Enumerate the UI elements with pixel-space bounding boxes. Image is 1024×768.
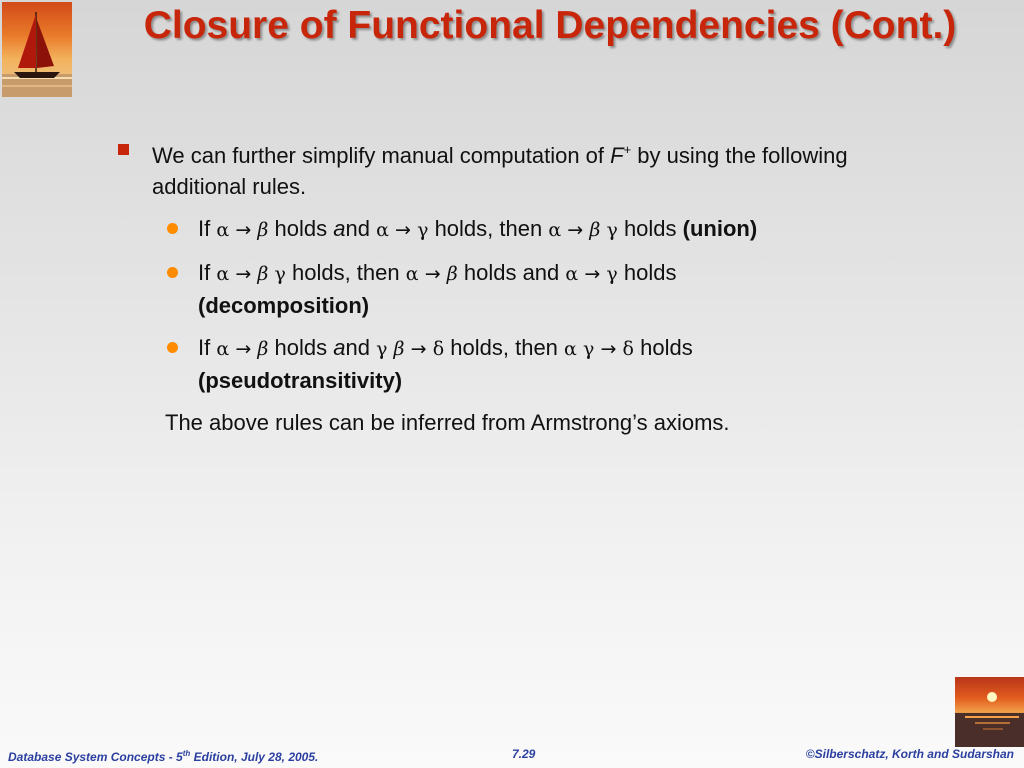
- rule-decomposition: If α → β γ holds, then α → β holds and α → γ holds (decomposition): [112, 257, 912, 321]
- bullet-item: We can further simplify manual computation of F+ by using the following additional rules.: [112, 134, 912, 202]
- sunset-image: [955, 677, 1024, 747]
- rule-union: If α → β holds and α → γ holds, then α → β γ holds (union): [112, 213, 912, 246]
- footer-copyright: ©Silberschatz, Korth and Sudarshan: [805, 747, 1014, 761]
- rule-pseudotransitivity: If α → β holds and γ β → δ holds, then α γ → δ holds (pseudotransitivity): [112, 332, 912, 396]
- axioms-note: The above rules can be inferred from Armstrong’s axioms.: [165, 410, 730, 435]
- round-bullet-icon: [167, 342, 178, 353]
- round-bullet-icon: [167, 267, 178, 278]
- footer-left: Database System Concepts - 5th Edition, July 28, 2005.: [8, 749, 319, 764]
- round-bullet-icon: [167, 223, 178, 234]
- page-number: 7.29: [512, 747, 536, 761]
- sailboat-logo-image: [2, 2, 72, 97]
- square-bullet-icon: [118, 144, 129, 155]
- slide-content: [112, 134, 912, 438]
- slide-title: Closure of Functional Dependencies (Cont.): [143, 4, 957, 47]
